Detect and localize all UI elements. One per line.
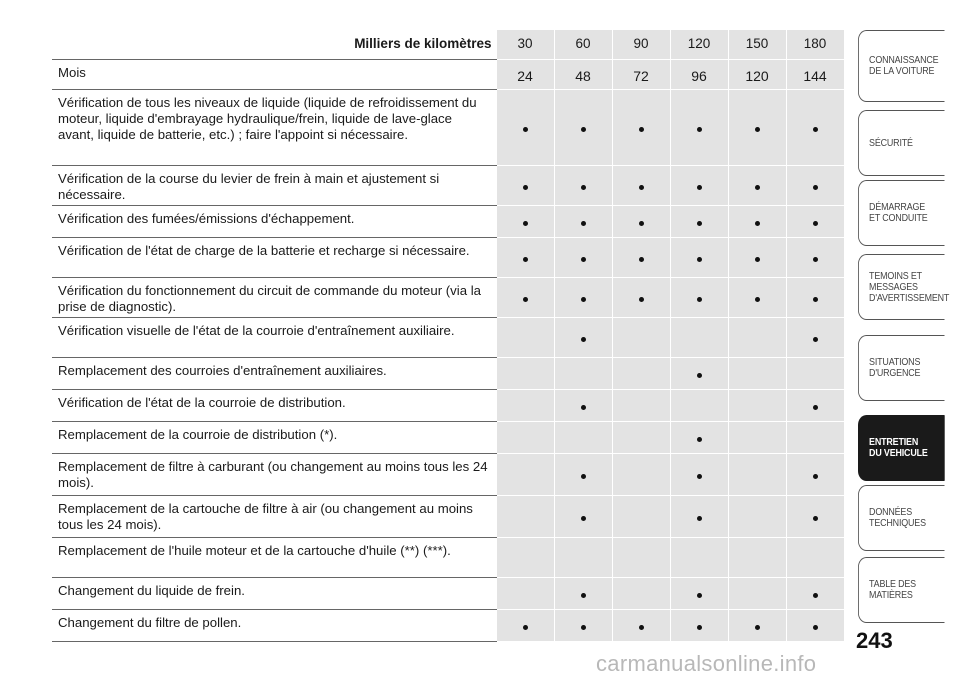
interval-cell <box>786 609 844 641</box>
bullet-mark <box>523 127 528 132</box>
interval-cell <box>496 577 554 609</box>
bullet-mark <box>581 127 586 132</box>
bullet-mark <box>813 516 818 521</box>
bullet-mark <box>755 625 760 630</box>
chapter-tab-label: ENTRETIEN DU VEHICULE <box>869 436 928 459</box>
operation-description: Vérification des fumées/émissions d'échappement. <box>52 205 496 237</box>
chapter-tab-3[interactable] <box>858 254 950 320</box>
bullet-mark <box>813 185 818 190</box>
interval-cell <box>670 495 728 537</box>
chapter-tab-label: TEMOINS ET MESSAGES D'AVERTISSEMENT <box>869 269 950 304</box>
bullet-mark <box>581 221 586 226</box>
chapter-tab-4[interactable] <box>858 335 945 401</box>
interval-cell <box>786 357 844 389</box>
interval-cell <box>554 237 612 277</box>
interval-cell <box>728 577 786 609</box>
interval-cell <box>554 609 612 641</box>
interval-cell <box>554 205 612 237</box>
interval-cell <box>670 277 728 317</box>
bullet-mark <box>697 127 702 132</box>
interval-cell <box>670 537 728 577</box>
interval-cell <box>728 421 786 453</box>
bullet-mark <box>755 221 760 226</box>
operation-description: Remplacement de la cartouche de filtre à air (ou changement au moins tous les 24 mois). <box>52 495 496 537</box>
interval-cell <box>670 453 728 495</box>
header-km-3: 120 <box>670 30 728 59</box>
interval-cell <box>786 537 844 577</box>
interval-cell <box>728 237 786 277</box>
table-row <box>52 537 844 577</box>
chapter-tab-label: TABLE DES MATIÈRES <box>869 578 916 601</box>
interval-cell <box>496 389 554 421</box>
header-months-3: 96 <box>670 59 728 89</box>
header-km-0: 30 <box>496 30 554 59</box>
interval-cell <box>786 389 844 421</box>
interval-cell <box>728 89 786 165</box>
bullet-mark <box>639 625 644 630</box>
interval-cell <box>786 277 844 317</box>
header-months-label: Mois <box>52 59 496 89</box>
operation-description: Changement du liquide de frein. <box>52 577 496 609</box>
header-months-2: 72 <box>612 59 670 89</box>
interval-cell <box>496 495 554 537</box>
interval-cell <box>496 357 554 389</box>
interval-cell <box>670 577 728 609</box>
bullet-mark <box>523 221 528 226</box>
table-row <box>52 389 844 421</box>
chapter-tab-6[interactable] <box>858 485 945 551</box>
chapter-tab-1[interactable] <box>858 110 945 176</box>
table-row <box>52 577 844 609</box>
operation-description: Remplacement des courroies d'entraînement auxiliaires. <box>52 357 496 389</box>
interval-cell <box>496 537 554 577</box>
chapter-tab-label: SÉCURITÉ <box>869 136 913 149</box>
interval-cell <box>612 577 670 609</box>
chapter-tab-0[interactable] <box>858 30 945 102</box>
interval-cell <box>496 421 554 453</box>
interval-cell <box>728 357 786 389</box>
operation-description: Remplacement de filtre à carburant (ou changement au moins tous les 24 mois). <box>52 453 496 495</box>
bullet-mark <box>697 474 702 479</box>
interval-cell <box>728 495 786 537</box>
header-months-1: 48 <box>554 59 612 89</box>
table-row <box>52 453 844 495</box>
operation-description: Remplacement de l'huile moteur et de la cartouche d'huile (**) (***). <box>52 537 496 577</box>
header-km-5: 180 <box>786 30 844 59</box>
bullet-mark <box>755 185 760 190</box>
operation-description: Changement du filtre de pollen. <box>52 609 496 641</box>
interval-cell <box>496 165 554 205</box>
bullet-mark <box>813 221 818 226</box>
bullet-mark <box>581 185 586 190</box>
chapter-tab-5[interactable] <box>858 415 945 481</box>
interval-cell <box>670 165 728 205</box>
table-row <box>52 277 844 317</box>
interval-cell <box>612 357 670 389</box>
header-km-2: 90 <box>612 30 670 59</box>
table-row <box>52 205 844 237</box>
bullet-mark <box>697 297 702 302</box>
operation-description: Vérification de l'état de la courroie de distribution. <box>52 389 496 421</box>
interval-cell <box>554 89 612 165</box>
interval-cell <box>554 577 612 609</box>
interval-cell <box>612 317 670 357</box>
bullet-mark <box>755 127 760 132</box>
interval-cell <box>728 537 786 577</box>
interval-cell <box>554 389 612 421</box>
interval-cell <box>612 421 670 453</box>
interval-cell <box>496 453 554 495</box>
table-row <box>52 357 844 389</box>
interval-cell <box>496 317 554 357</box>
interval-cell <box>670 89 728 165</box>
bullet-mark <box>813 337 818 342</box>
interval-cell <box>670 357 728 389</box>
interval-cell <box>670 421 728 453</box>
interval-cell <box>496 609 554 641</box>
interval-cell <box>496 89 554 165</box>
bullet-mark <box>581 593 586 598</box>
interval-cell <box>670 609 728 641</box>
bullet-mark <box>755 257 760 262</box>
interval-cell <box>728 165 786 205</box>
interval-cell <box>786 205 844 237</box>
interval-cell <box>786 89 844 165</box>
interval-cell <box>612 165 670 205</box>
interval-cell <box>786 577 844 609</box>
operation-description: Vérification visuelle de l'état de la courroie d'entraînement auxiliaire. <box>52 317 496 357</box>
bullet-mark <box>697 593 702 598</box>
operation-description: Vérification de la course du levier de frein à main et ajustement si nécessaire. <box>52 165 496 205</box>
bullet-mark <box>639 127 644 132</box>
bullet-mark <box>813 593 818 598</box>
interval-cell <box>728 317 786 357</box>
interval-cell <box>786 453 844 495</box>
interval-cell <box>612 495 670 537</box>
interval-cell <box>554 317 612 357</box>
operation-description: Vérification de tous les niveaux de liquide (liquide de refroidissement du moteur, liquide d'embrayage hydraulique/frein, liquide de lave-glace avant, liquide de batterie, etc.) ; faire l'appoint si nécessaire. <box>52 89 496 165</box>
bullet-mark <box>523 625 528 630</box>
bullet-mark <box>813 625 818 630</box>
interval-cell <box>670 389 728 421</box>
page-number: 243 <box>856 628 893 653</box>
bullet-mark <box>697 516 702 521</box>
maintenance-schedule-table <box>52 30 844 642</box>
header-row-km <box>52 30 844 59</box>
interval-cell <box>554 357 612 389</box>
table-row <box>52 421 844 453</box>
interval-cell <box>728 609 786 641</box>
bullet-mark <box>697 437 702 442</box>
operation-description: Remplacement de la courroie de distribution (*). <box>52 421 496 453</box>
bullet-mark <box>581 257 586 262</box>
bullet-mark <box>639 297 644 302</box>
interval-cell <box>728 389 786 421</box>
interval-cell <box>612 205 670 237</box>
chapter-tab-7[interactable] <box>858 557 945 623</box>
interval-cell <box>786 165 844 205</box>
interval-cell <box>554 421 612 453</box>
bullet-mark <box>697 185 702 190</box>
operation-description: Vérification du fonctionnement du circuit de commande du moteur (via la prise de diagnostic). <box>52 277 496 317</box>
interval-cell <box>670 317 728 357</box>
chapter-tab-label: CONNAISSANCE DE LA VOITURE <box>869 54 939 77</box>
bullet-mark <box>755 297 760 302</box>
interval-cell <box>612 609 670 641</box>
table-row <box>52 165 844 205</box>
header-km-1: 60 <box>554 30 612 59</box>
interval-cell <box>554 165 612 205</box>
header-months-0: 24 <box>496 59 554 89</box>
interval-cell <box>728 277 786 317</box>
table-row <box>52 89 844 165</box>
interval-cell <box>786 317 844 357</box>
header-row-months <box>52 59 844 89</box>
bullet-mark <box>813 474 818 479</box>
interval-cell <box>496 237 554 277</box>
chapter-tab-label: DÉMARRAGE ET CONDUITE <box>869 201 928 224</box>
bullet-mark <box>813 257 818 262</box>
interval-cell <box>612 453 670 495</box>
bullet-mark <box>639 257 644 262</box>
interval-cell <box>612 89 670 165</box>
bullet-mark <box>523 185 528 190</box>
interval-cell <box>786 421 844 453</box>
interval-cell <box>612 237 670 277</box>
bullet-mark <box>813 297 818 302</box>
interval-cell <box>612 277 670 317</box>
bullet-mark <box>639 221 644 226</box>
interval-cell <box>728 453 786 495</box>
chapter-tab-2[interactable] <box>858 180 945 246</box>
table-row <box>52 317 844 357</box>
maintenance-table-container <box>52 30 840 642</box>
bullet-mark <box>581 337 586 342</box>
chapter-tab-label: DONNÉES TECHNIQUES <box>869 506 926 529</box>
table-row <box>52 237 844 277</box>
interval-cell <box>786 495 844 537</box>
interval-cell <box>670 237 728 277</box>
table-row <box>52 609 844 641</box>
watermark: carmanualsonline.info <box>596 651 817 676</box>
bullet-mark <box>697 257 702 262</box>
header-km-label: Milliers de kilomètres <box>52 30 496 59</box>
bullet-mark <box>639 185 644 190</box>
bullet-mark <box>523 297 528 302</box>
operation-description: Vérification de l'état de charge de la batterie et recharge si nécessaire. <box>52 237 496 277</box>
bullet-mark <box>813 405 818 410</box>
bullet-mark <box>697 373 702 378</box>
chapter-tab-label: SITUATIONS D'URGENCE <box>869 356 921 379</box>
bullet-mark <box>813 127 818 132</box>
interval-cell <box>612 389 670 421</box>
bullet-mark <box>697 625 702 630</box>
interval-cell <box>496 205 554 237</box>
header-km-4: 150 <box>728 30 786 59</box>
bullet-mark <box>581 474 586 479</box>
header-months-5: 144 <box>786 59 844 89</box>
bullet-mark <box>581 405 586 410</box>
interval-cell <box>554 495 612 537</box>
bullet-mark <box>697 221 702 226</box>
bullet-mark <box>523 257 528 262</box>
interval-cell <box>554 537 612 577</box>
interval-cell <box>728 205 786 237</box>
header-months-4: 120 <box>728 59 786 89</box>
interval-cell <box>786 237 844 277</box>
interval-cell <box>612 537 670 577</box>
interval-cell <box>496 277 554 317</box>
bullet-mark <box>581 297 586 302</box>
interval-cell <box>554 453 612 495</box>
bullet-mark <box>581 516 586 521</box>
table-row <box>52 495 844 537</box>
interval-cell <box>554 277 612 317</box>
bullet-mark <box>581 625 586 630</box>
interval-cell <box>670 205 728 237</box>
